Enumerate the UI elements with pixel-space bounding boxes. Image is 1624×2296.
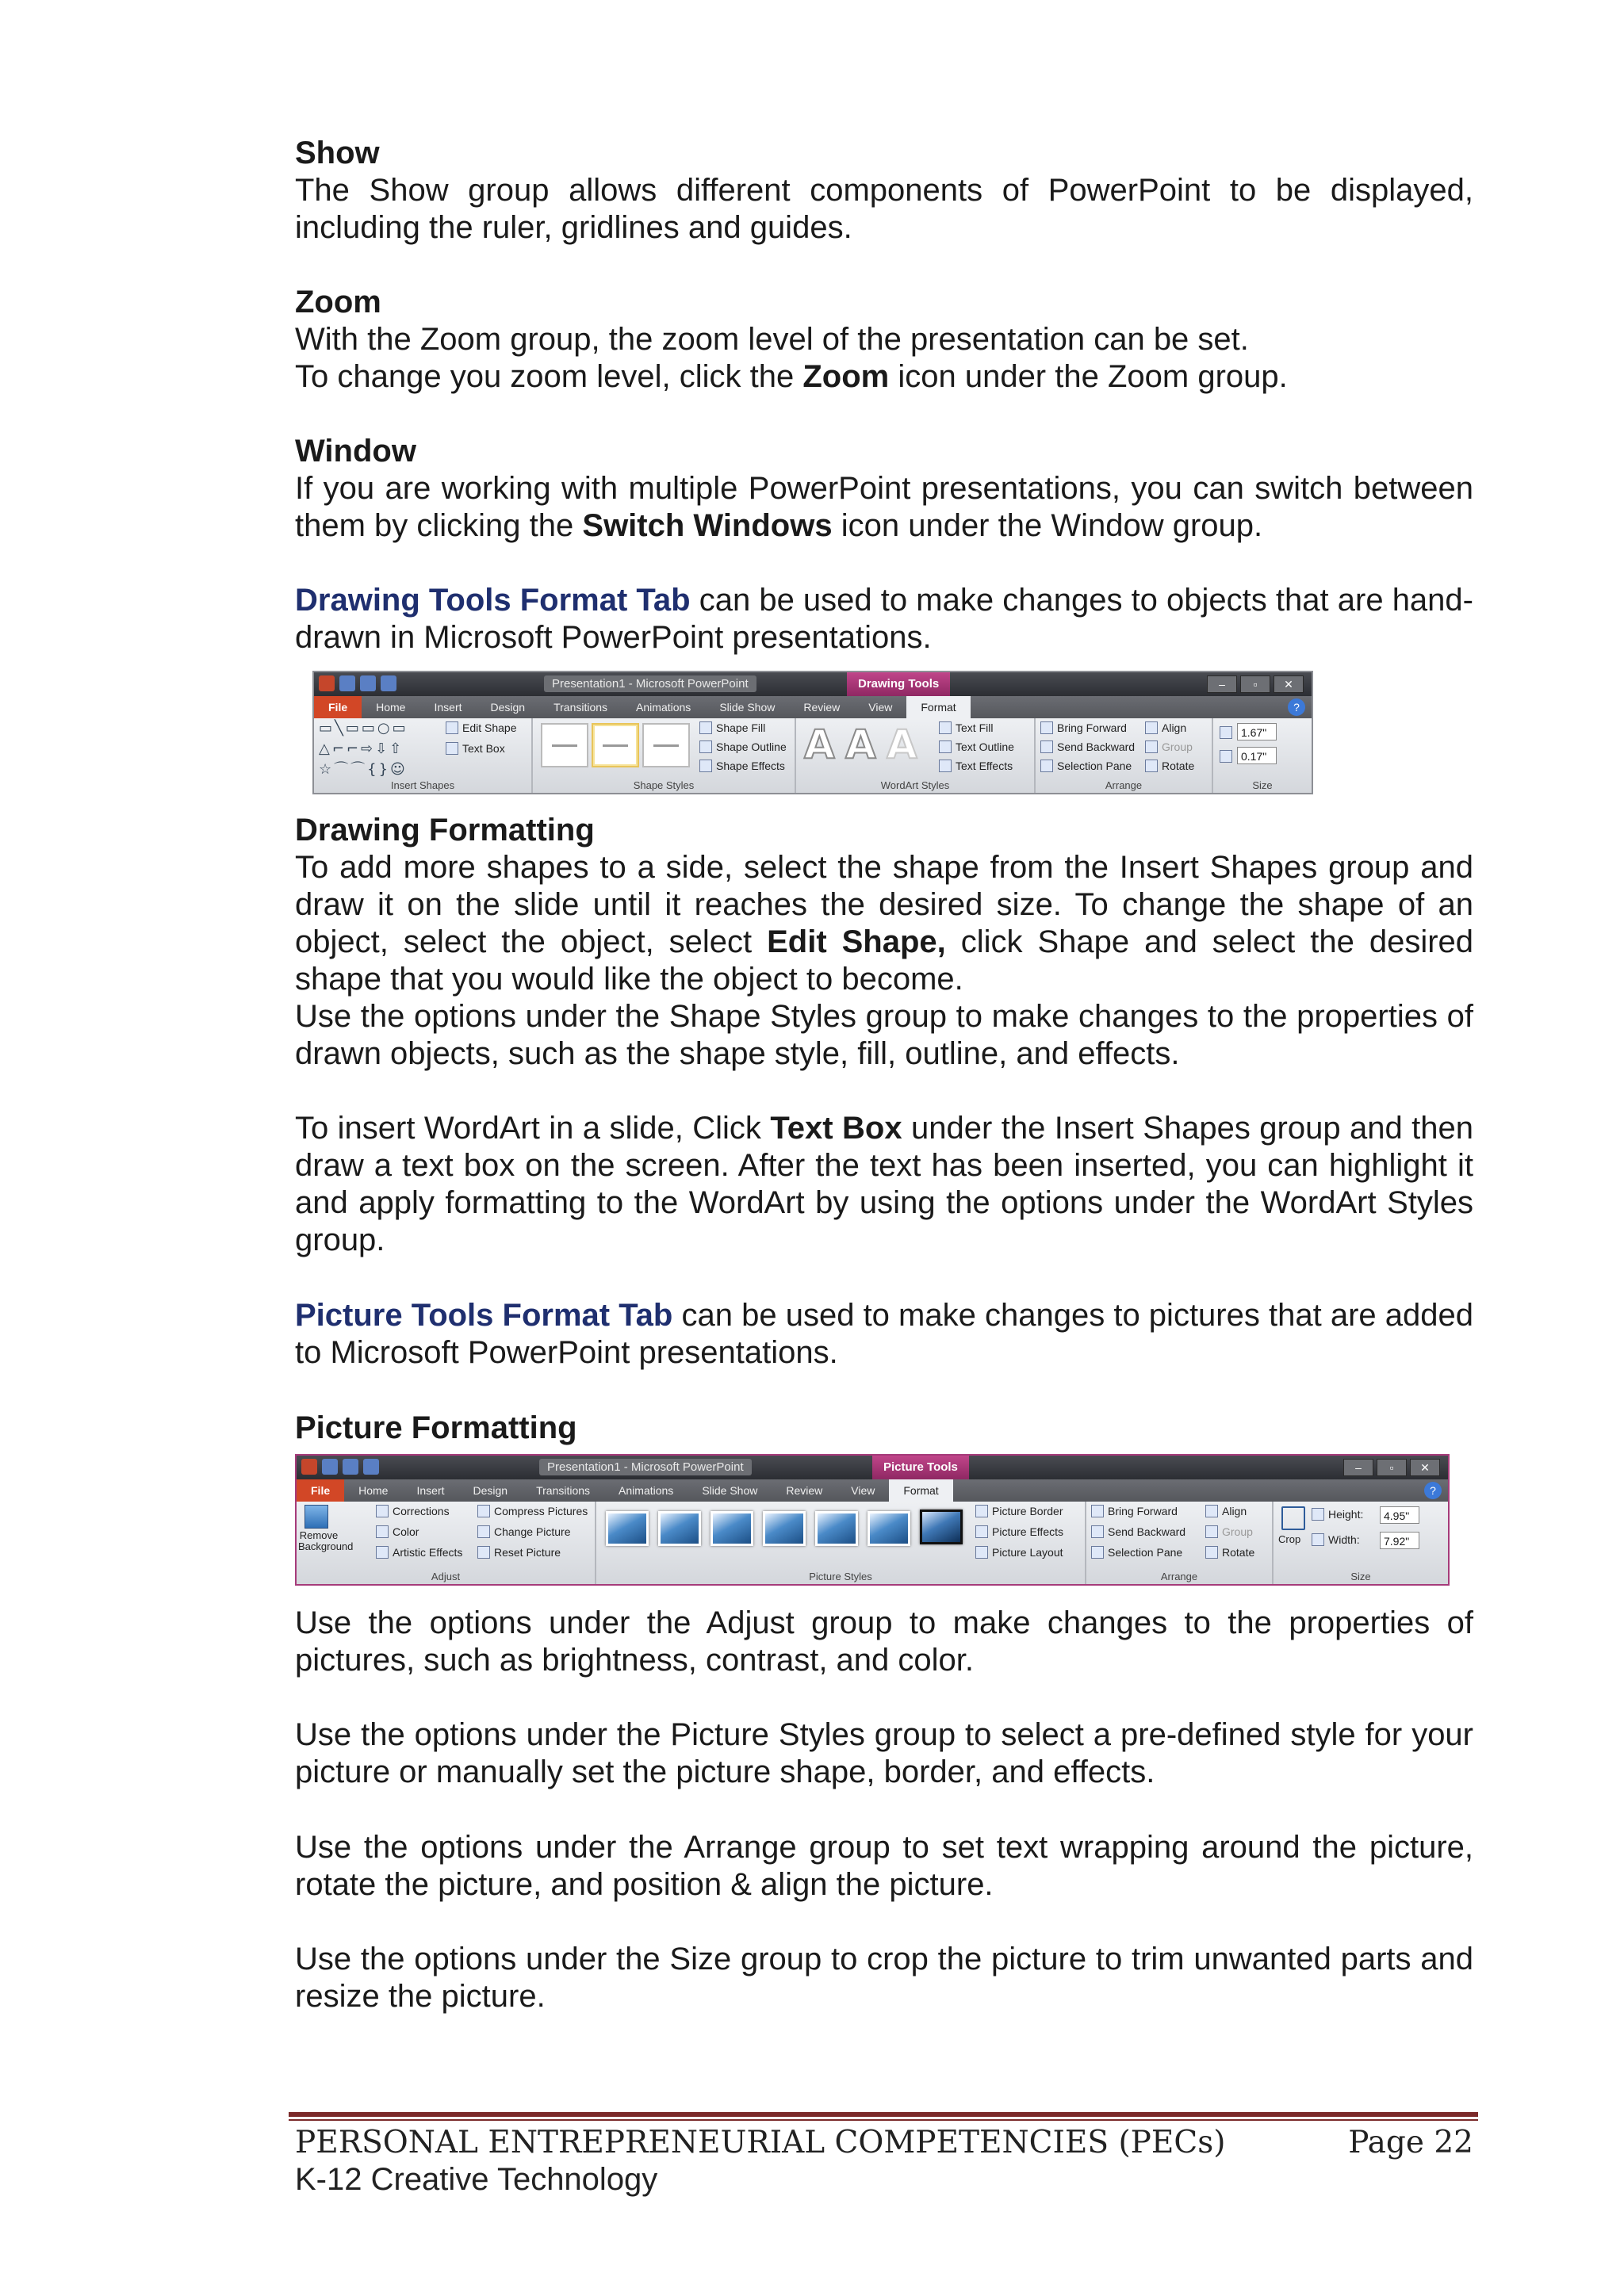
group-label-insert-shapes: Insert Shapes xyxy=(390,779,455,791)
picture-style-3 xyxy=(710,1511,753,1546)
height-spinner: 4.95" xyxy=(1380,1506,1419,1524)
zoom-heading: Zoom xyxy=(295,285,381,320)
ribbon-title-bar xyxy=(314,672,1312,696)
group-button: Group xyxy=(1205,1525,1253,1538)
group-label-picture-styles: Picture Styles xyxy=(809,1571,872,1582)
drawing-tab-text: Drawing Tools Format Tab can be used to make changes to objects that are hand-drawn in Microsoft PowerPoint presentations. xyxy=(295,583,1473,655)
ribbon-tab-home: Home xyxy=(358,1484,389,1497)
shape-style-3 xyxy=(642,723,690,767)
artistic-effects-button: Artistic Effects xyxy=(376,1546,462,1559)
section-show xyxy=(295,135,1473,247)
footer-rule-thick xyxy=(289,2112,1478,2117)
group-wordart-styles xyxy=(796,718,1036,793)
picture-style-1 xyxy=(606,1511,649,1546)
text-effects-button: Text Effects xyxy=(939,760,1013,772)
window-buttons xyxy=(1343,1459,1440,1476)
align-icon xyxy=(1205,1505,1218,1517)
ribbon-tab-format: Format xyxy=(889,1479,952,1502)
height-label: Height: xyxy=(1312,1508,1363,1521)
crop-icon xyxy=(1281,1506,1305,1530)
maximize-icon: ▫ xyxy=(1240,675,1270,693)
show-text: The Show group allows different components of PowerPoint to be displayed, including the ruler, gridlines and guides. xyxy=(295,173,1473,245)
picture-style-5 xyxy=(815,1511,858,1546)
wordart-style-2: A xyxy=(845,721,876,767)
compress-pictures-button: Compress Pictures xyxy=(477,1505,588,1517)
zoom-line1: With the Zoom group, the zoom level of the presentation can be set. xyxy=(295,322,1249,357)
shape-fill-button: Shape Fill xyxy=(699,721,765,734)
shape-effects-icon xyxy=(699,760,712,772)
ribbon-tab-slide-show: Slide Show xyxy=(719,701,776,714)
ribbon-tab-file: File xyxy=(314,696,362,718)
section-picture-p3 xyxy=(295,1829,1473,1904)
shape-outline-icon xyxy=(699,740,712,753)
picture-layout-icon xyxy=(975,1546,988,1559)
picture-formatting-p1: Use the options under the Adjust group to make changes to the properties of pictures, such as brightness, contrast, and color. xyxy=(295,1605,1473,1678)
picture-effects-button: Picture Effects xyxy=(975,1525,1063,1538)
send-backward-button: Send Backward xyxy=(1091,1525,1185,1538)
change-picture-icon xyxy=(477,1525,490,1538)
picture-border-button: Picture Border xyxy=(975,1505,1063,1517)
remove-background-icon xyxy=(304,1505,328,1529)
picture-style-6 xyxy=(868,1511,910,1546)
remove-background-button: Remove Background xyxy=(298,1529,354,1552)
text-outline-button: Text Outline xyxy=(939,740,1014,753)
color-button: Color xyxy=(376,1525,419,1538)
group-icon xyxy=(1205,1525,1218,1538)
section-drawing-tab xyxy=(295,582,1473,656)
help-icon: ? xyxy=(1424,1482,1442,1499)
window-title: Presentation1 - Microsoft PowerPoint xyxy=(544,675,756,692)
drawing-formatting-heading: Drawing Formatting xyxy=(295,813,595,848)
align-icon xyxy=(1145,721,1158,734)
align-button: Align xyxy=(1145,721,1186,734)
shapes-gallery: ▭╲▭▭○▭ △⌐⌐⇨⇩⇧ ☆⌒⌒{}☺ xyxy=(319,720,408,778)
ribbon-body xyxy=(297,1502,1448,1584)
width-spinner: 7.92" xyxy=(1380,1532,1419,1549)
section-wordart xyxy=(295,1110,1473,1259)
window-text: If you are working with multiple PowerPoint presentations, you can switch between them by clicking the Switch Windows icon under the Window group. xyxy=(295,471,1473,543)
drawing-formatting-p2: Use the options under the Shape Styles group to make changes to the properties of drawn objects, such as the shape style, fill, outline, and effects. xyxy=(295,999,1473,1071)
rotate-button: Rotate xyxy=(1205,1546,1254,1559)
close-icon: ✕ xyxy=(1410,1459,1440,1476)
compress-pictures-icon xyxy=(477,1505,490,1517)
wordart-style-3: A xyxy=(887,721,917,767)
corrections-button: Corrections xyxy=(376,1505,450,1517)
powerpoint-icon xyxy=(301,1459,317,1475)
picture-style-7 xyxy=(920,1510,963,1544)
ribbon-body xyxy=(314,718,1312,793)
section-zoom xyxy=(295,284,1473,396)
artistic-effects-icon xyxy=(376,1546,389,1559)
minimize-icon: – xyxy=(1207,675,1237,693)
group-picture-styles xyxy=(596,1502,1086,1584)
ribbon-tab-animations: Animations xyxy=(619,1484,674,1497)
group-arrange xyxy=(1086,1502,1274,1584)
picture-effects-icon xyxy=(975,1525,988,1538)
ribbon-tab-review: Review xyxy=(803,701,841,714)
width-spinner: 0.17" xyxy=(1237,747,1277,764)
page-number: Page 22 xyxy=(1348,2125,1473,2160)
align-button: Align xyxy=(1205,1505,1247,1517)
picture-formatting-p3: Use the options under the Arrange group to set text wrapping around the picture, rotate the picture, and position & align the picture. xyxy=(295,1830,1473,1902)
rotate-icon xyxy=(1145,760,1158,772)
width-label: Width: xyxy=(1312,1533,1360,1546)
wordart-style-1: A xyxy=(804,721,835,767)
group-icon xyxy=(1145,740,1158,753)
send-backward-button: Send Backward xyxy=(1040,740,1135,753)
drawing-tools-context-tab: Drawing Tools xyxy=(847,672,950,696)
picture-tools-ribbon xyxy=(295,1454,1450,1586)
width-icon xyxy=(1312,1533,1324,1546)
section-picture-formatting xyxy=(295,1410,1473,1447)
footer-title: PERSONAL ENTREPRENEURIAL COMPETENCIES (PECs) xyxy=(295,2125,1226,2160)
corrections-icon xyxy=(376,1505,389,1517)
close-icon: ✕ xyxy=(1274,675,1304,693)
bring-forward-icon xyxy=(1040,721,1053,734)
picture-layout-button: Picture Layout xyxy=(975,1546,1063,1559)
picture-border-icon xyxy=(975,1505,988,1517)
ribbon-tab-insert: Insert xyxy=(416,1484,445,1497)
save-icon xyxy=(339,675,355,691)
rotate-icon xyxy=(1205,1546,1218,1559)
ribbon-title-bar xyxy=(297,1456,1448,1479)
picture-formatting-heading: Picture Formatting xyxy=(295,1410,577,1445)
edit-shape-icon xyxy=(446,721,458,734)
shape-effects-button: Shape Effects xyxy=(699,760,785,772)
window-heading: Window xyxy=(295,434,416,469)
help-icon: ? xyxy=(1288,698,1305,716)
text-fill-icon xyxy=(939,721,952,734)
send-backward-icon xyxy=(1091,1525,1104,1538)
drawing-formatting-p1: To add more shapes to a side, select the shape from the Insert Shapes group and draw it on the slide until it reaches the desired size. To change the shape of an object, select the object, select Edit Shape, click Shape and select the desired shape that you would like the object to become. xyxy=(295,850,1474,997)
group-size xyxy=(1213,718,1312,793)
section-picture-p4 xyxy=(295,1941,1473,2015)
group-label-arrange: Arrange xyxy=(1105,779,1143,791)
group-label-size: Size xyxy=(1252,779,1273,791)
group-label-wordart-styles: WordArt Styles xyxy=(880,779,950,791)
edit-shape-button: Edit Shape xyxy=(446,721,517,734)
group-button: Group xyxy=(1145,740,1193,753)
ribbon-tab-transitions: Transitions xyxy=(536,1484,591,1497)
picture-tools-context-tab: Picture Tools xyxy=(872,1456,969,1479)
text-outline-icon xyxy=(939,740,952,753)
picture-formatting-p2: Use the options under the Picture Styles group to select a pre-defined style for your picture or manually set the picture shape, border, and effects. xyxy=(295,1717,1473,1789)
bring-forward-button: Bring Forward xyxy=(1040,721,1127,734)
send-backward-icon xyxy=(1040,740,1053,753)
undo-icon xyxy=(343,1459,358,1475)
group-insert-shapes xyxy=(314,718,533,793)
rotate-button: Rotate xyxy=(1145,760,1194,772)
group-adjust xyxy=(297,1502,596,1584)
text-fill-button: Text Fill xyxy=(939,721,993,734)
footer-subtitle: K-12 Creative Technology xyxy=(295,2162,658,2197)
ribbon-tab-file: File xyxy=(297,1479,344,1502)
maximize-icon: ▫ xyxy=(1377,1459,1407,1476)
ribbon-tab-transitions: Transitions xyxy=(553,701,608,714)
window-title: Presentation1 - Microsoft PowerPoint xyxy=(539,1459,752,1475)
footer-rule-thin xyxy=(289,2119,1478,2121)
selection-pane-button: Selection Pane xyxy=(1091,1546,1182,1559)
ribbon-tab-slide-show: Slide Show xyxy=(702,1484,758,1497)
section-picture-p2 xyxy=(295,1716,1473,1791)
ribbon-tabs xyxy=(314,696,1312,718)
text-effects-icon xyxy=(939,760,952,772)
window-buttons xyxy=(1207,675,1304,693)
reset-picture-icon xyxy=(477,1546,490,1559)
ribbon-tab-view: View xyxy=(851,1484,875,1497)
picture-style-2 xyxy=(658,1511,701,1546)
shape-style-2 xyxy=(592,723,639,767)
shape-fill-icon xyxy=(699,721,712,734)
group-shape-styles xyxy=(533,718,796,793)
text-box-icon xyxy=(446,742,458,755)
picture-tab-text: Picture Tools Format Tab can be used to make changes to pictures that are added to Microsoft PowerPoint presentations. xyxy=(295,1298,1473,1370)
undo-icon xyxy=(360,675,376,691)
group-label-shape-styles: Shape Styles xyxy=(633,779,695,791)
show-heading: Show xyxy=(295,136,380,170)
text-box-button: Text Box xyxy=(446,742,505,755)
picture-style-4 xyxy=(763,1511,806,1546)
picture-formatting-p4: Use the options under the Size group to crop the picture to trim unwanted parts and resize the picture. xyxy=(295,1942,1473,2014)
group-label-arrange: Arrange xyxy=(1160,1571,1198,1582)
shape-style-1 xyxy=(541,723,588,767)
powerpoint-icon xyxy=(319,675,335,691)
height-spinner: 1.67" xyxy=(1237,723,1277,740)
width-icon xyxy=(1220,750,1232,763)
ribbon-tab-design: Design xyxy=(473,1484,508,1497)
section-drawing-formatting xyxy=(295,812,1473,1073)
ribbon-tab-view: View xyxy=(868,701,893,714)
section-picture-p1 xyxy=(295,1605,1473,1679)
section-window xyxy=(295,433,1473,545)
reset-picture-button: Reset Picture xyxy=(477,1546,561,1559)
bring-forward-button: Bring Forward xyxy=(1091,1505,1178,1517)
ribbon-tab-review: Review xyxy=(786,1484,823,1497)
redo-icon xyxy=(381,675,396,691)
redo-icon xyxy=(363,1459,379,1475)
shape-outline-button: Shape Outline xyxy=(699,740,787,753)
minimize-icon: – xyxy=(1343,1459,1373,1476)
height-icon xyxy=(1220,726,1232,739)
selection-pane-icon xyxy=(1040,760,1053,772)
zoom-line2: To change you zoom level, click the Zoom icon under the Zoom group. xyxy=(295,359,1288,394)
ribbon-tab-design: Design xyxy=(490,701,526,714)
bring-forward-icon xyxy=(1091,1505,1104,1517)
drawing-tools-ribbon xyxy=(312,671,1313,794)
height-icon xyxy=(1312,1508,1324,1521)
group-size xyxy=(1274,1502,1448,1584)
ribbon-tabs xyxy=(297,1479,1448,1502)
save-icon xyxy=(322,1459,338,1475)
selection-pane-icon xyxy=(1091,1546,1104,1559)
quick-access-toolbar xyxy=(301,1459,379,1475)
selection-pane-button: Selection Pane xyxy=(1040,760,1132,772)
crop-button: Crop xyxy=(1278,1533,1301,1545)
ribbon-tab-animations: Animations xyxy=(636,701,691,714)
quick-access-toolbar xyxy=(319,675,396,691)
ribbon-tab-home: Home xyxy=(376,701,406,714)
group-label-size: Size xyxy=(1350,1571,1371,1582)
ribbon-tab-format: Format xyxy=(906,696,970,718)
group-label-adjust: Adjust xyxy=(431,1571,461,1582)
change-picture-button: Change Picture xyxy=(477,1525,571,1538)
drawing-formatting-p3: To insert WordArt in a slide, Click Text Box under the Insert Shapes group and then draw a text box on the screen. After the text has been inserted, you can highlight it and apply formatting to the WordArt by using the options under the WordArt Styles group. xyxy=(295,1111,1473,1257)
group-arrange xyxy=(1036,718,1213,793)
color-icon xyxy=(376,1525,389,1538)
section-picture-tab xyxy=(295,1297,1473,1372)
ribbon-tab-insert: Insert xyxy=(434,701,462,714)
